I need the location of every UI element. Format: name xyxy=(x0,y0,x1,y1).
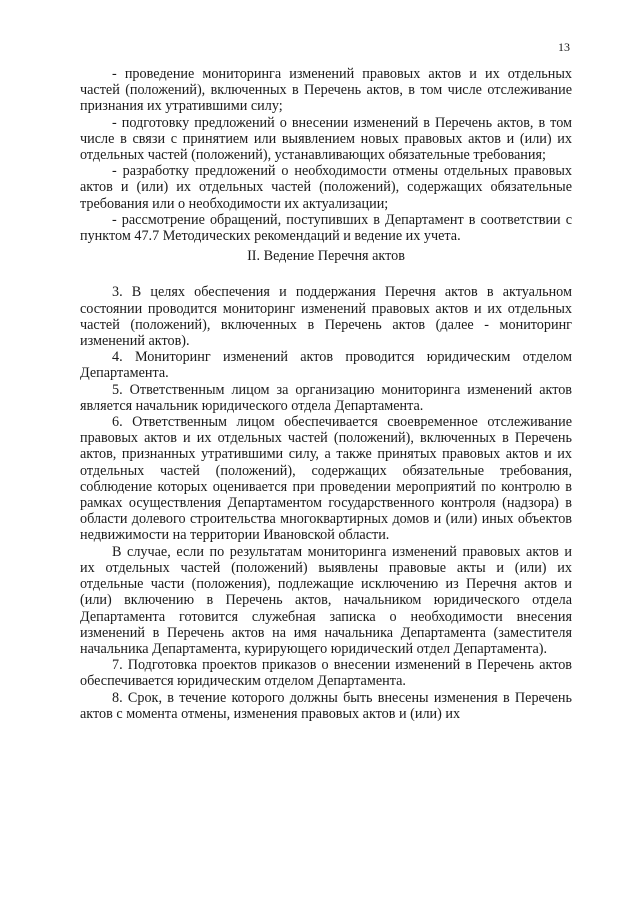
paragraph-6-continuation: В случае, если по результатам мониторинга изменений правовых актов и их отдельных частей (положений) выявлены правовые акты и (или) их отдельные части (положения), подлежащие исключению из Перечня актов и (или) включению в Перечень актов, начальником юридического отдела Департамента готовится служебная записка о необходимости внесения изменений в Перечень актов на имя начальника Департамента (заместителя начальника Департамента, курирующего юридический отдел Департамента). xyxy=(80,543,572,657)
bullet-paragraph-appeals: - рассмотрение обращений, поступивших в Департамент в соответствии с пунктом 47.7 Методических рекомендаций и ведение их учета. xyxy=(80,211,572,245)
paragraph-4: 4. Мониторинг изменений актов проводится юридическим отделом Департамента. xyxy=(80,349,572,382)
bullet-paragraph-monitoring: - проведение мониторинга изменений правовых актов и их отдельных частей (положений), включенных в Перечень актов, в том числе отслеживание признания их утратившими силу; xyxy=(80,66,572,115)
section-heading: II. Ведение Перечня актов xyxy=(247,248,405,265)
paragraph-5: 5. Ответственным лицом за организацию мониторинга изменений актов является начальник юридического отдела Департамента. xyxy=(80,381,572,414)
paragraph-7: 7. Подготовка проектов приказов о внесении изменений в Перечень актов обеспечивается юридическим отделом Департамента. xyxy=(80,657,572,690)
bullet-paragraph-proposals: - подготовку предложений о внесении изменений в Перечень актов, в том числе в связи с принятием или выявлением новых правовых актов и (или) их отдельных частей (положений), устанавливающих обязательные требования; xyxy=(80,114,572,164)
paragraph-3: 3. В целях обеспечения и поддержания Перечня актов в актуальном состоянии проводится мониторинг изменений правовых актов и их отдельных частей (положений), включенных в Перечень актов (далее - мониторинг изменений актов). xyxy=(80,284,572,350)
bullet-paragraph-cancellation: - разработку предложений о необходимости отмены отдельных правовых актов и (или) их отдельных частей (положений), содержащих обязательные требования или о необходимости их актуализации; xyxy=(80,163,572,212)
paragraph-6: 6. Ответственным лицом обеспечивается своевременное отслеживание правовых актов и их отдельных частей (положений), включенных в Перечень актов, признанных утратившими силу, а также принятых правовых актов и их отдельных частей (положений), содержащих обязательные требования, соблюдение которых оценивается при проведении мероприятий по контролю в рамках осуществления Департаментом государственного контроля (надзора) в области долевого строительства многоквартирных домов и (или) иных объектов недвижимости на территории Ивановской области. xyxy=(80,414,572,544)
page-number: 13 xyxy=(558,40,570,54)
paragraph-8: 8. Срок, в течение которого должны быть внесены изменения в Перечень актов с момента отмены, изменения правовых актов и (или) их xyxy=(80,689,572,722)
document-body xyxy=(80,66,572,722)
